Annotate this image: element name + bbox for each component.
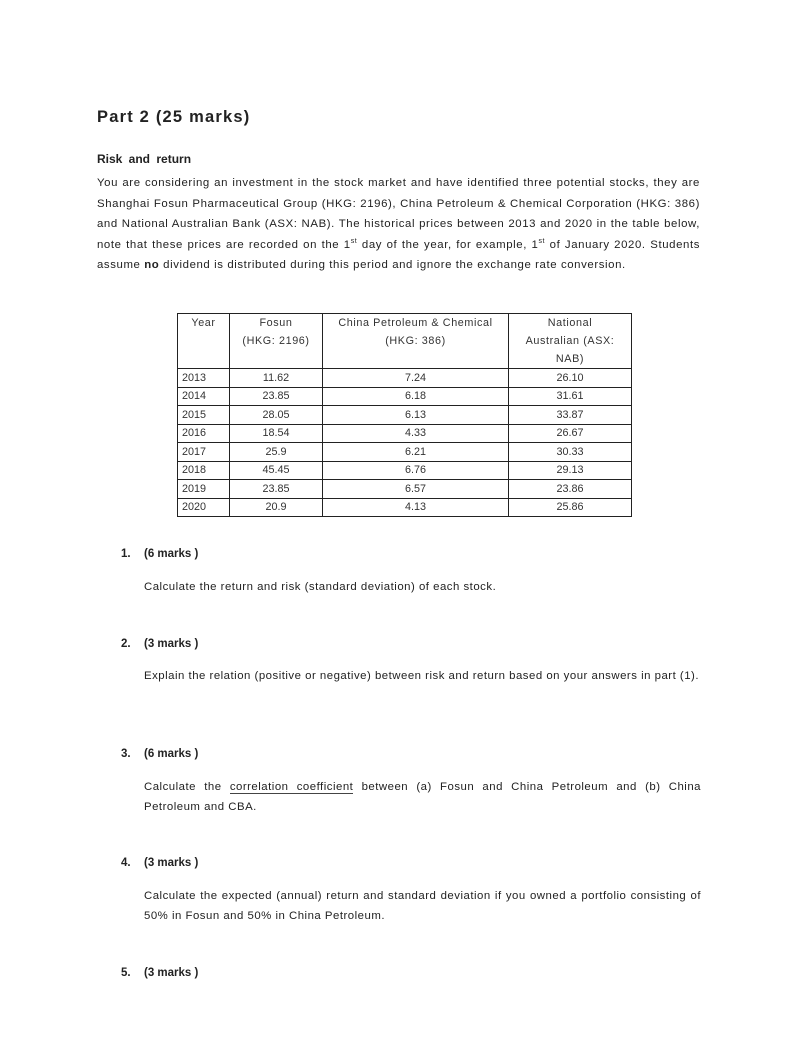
cell-fosun: 25.9 xyxy=(230,443,323,462)
header-line: (HKG: 386) xyxy=(385,335,446,347)
cell-year: 2013 xyxy=(178,369,230,388)
table-row xyxy=(178,369,632,388)
question-1 xyxy=(121,548,701,597)
question-number: 5. xyxy=(121,967,131,979)
cell-fosun: 11.62 xyxy=(230,369,323,388)
cell-fosun: 18.54 xyxy=(230,424,323,443)
cell-fosun: 23.85 xyxy=(230,387,323,406)
question-header xyxy=(121,638,701,656)
cell-china-petroleum: 4.13 xyxy=(323,498,509,517)
cell-china-petroleum: 6.57 xyxy=(323,480,509,499)
intro-paragraph xyxy=(97,173,700,276)
cell-fosun: 20.9 xyxy=(230,498,323,517)
header-line: China Petroleum & Chemical xyxy=(338,317,493,329)
header-line: Year xyxy=(191,317,216,329)
question-2 xyxy=(121,638,701,686)
cell-nab: 26.10 xyxy=(509,369,632,388)
cell-year: 2019 xyxy=(178,480,230,499)
table-row xyxy=(178,387,632,406)
header-line: Australian (ASX: xyxy=(525,335,615,347)
question-marks: (3 marks ) xyxy=(144,638,199,650)
cell-china-petroleum: 6.76 xyxy=(323,461,509,480)
question-4 xyxy=(121,857,701,926)
question-text: Calculate the return and risk (standard deviation) of each stock. xyxy=(144,581,497,593)
question-text: Explain the relation (positive or negative) between risk and return based on your answers in part (1). xyxy=(144,670,699,682)
part-heading: Part 2 (25 marks) xyxy=(97,108,251,126)
cell-fosun: 45.45 xyxy=(230,461,323,480)
cell-year: 2016 xyxy=(178,424,230,443)
intro-text-2: day of the year, for example, 1 xyxy=(357,238,539,251)
header-year xyxy=(178,314,230,369)
header-fosun xyxy=(230,314,323,369)
cell-china-petroleum: 6.18 xyxy=(323,387,509,406)
cell-year: 2014 xyxy=(178,387,230,406)
cell-china-petroleum: 6.21 xyxy=(323,443,509,462)
question-5 xyxy=(121,967,701,985)
header-line: Fosun xyxy=(259,317,293,329)
question-marks: (3 marks ) xyxy=(144,857,199,869)
question-number: 4. xyxy=(121,857,131,869)
cell-nab: 33.87 xyxy=(509,406,632,425)
question-header xyxy=(121,967,701,985)
cell-nab: 31.61 xyxy=(509,387,632,406)
question-number: 1. xyxy=(121,548,131,560)
table-row xyxy=(178,424,632,443)
question-text-part: between (a) Fosun and China Petroleum and (b) China Petroleum and CBA. xyxy=(144,781,702,813)
cell-china-petroleum: 4.33 xyxy=(323,424,509,443)
header-china-petroleum xyxy=(323,314,509,369)
question-text-part: Calculate the xyxy=(144,781,230,793)
underlined-term: correlation coefficient xyxy=(229,781,354,793)
table-row xyxy=(178,443,632,462)
question-number: 2. xyxy=(121,638,131,650)
price-table xyxy=(177,313,632,517)
intro-text-1: You are considering an investment in the stock market and have identified three potential stocks, they are Shanghai Fosun Pharmaceutical Group (HKG: 2196), China Petroleum & Chemical Corporation (HKG: 386) and National Australian Bank (ASX: NAB). The historical prices between 2013 and 2020 in the table below, note that these prices are recorded on the 1 xyxy=(97,177,700,251)
cell-fosun: 23.85 xyxy=(230,480,323,499)
section-subheading: Risk and return xyxy=(97,152,192,166)
cell-fosun: 28.05 xyxy=(230,406,323,425)
cell-year: 2020 xyxy=(178,498,230,517)
cell-nab: 26.67 xyxy=(509,424,632,443)
question-header xyxy=(121,548,701,566)
cell-year: 2017 xyxy=(178,443,230,462)
question-number: 3. xyxy=(121,748,131,760)
question-marks: (6 marks ) xyxy=(144,748,199,760)
table-header-row xyxy=(178,314,632,369)
question-marks: (3 marks ) xyxy=(144,967,199,979)
cell-nab: 25.86 xyxy=(509,498,632,517)
table-row xyxy=(178,461,632,480)
header-line: NAB) xyxy=(555,353,585,365)
header-nab xyxy=(509,314,632,369)
table-row xyxy=(178,480,632,499)
question-text xyxy=(144,777,701,817)
question-marks: (6 marks ) xyxy=(144,548,199,560)
cell-china-petroleum: 7.24 xyxy=(323,369,509,388)
cell-nab: 30.33 xyxy=(509,443,632,462)
intro-text-3: of January 2020. Students assume xyxy=(97,238,701,272)
cell-china-petroleum: 6.13 xyxy=(323,406,509,425)
header-line: National xyxy=(547,317,593,329)
question-header xyxy=(121,857,701,875)
cell-nab: 23.86 xyxy=(509,480,632,499)
intro-bold-no: no xyxy=(144,259,160,272)
intro-sup-1: st xyxy=(350,237,358,245)
cell-year: 2018 xyxy=(178,461,230,480)
table-row xyxy=(178,406,632,425)
question-header xyxy=(121,748,701,766)
question-text: Calculate the expected (annual) return and standard deviation if you owned a portfolio consisting of 50% in Fosun and 50% in China Petroleum. xyxy=(144,890,701,922)
cell-nab: 29.13 xyxy=(509,461,632,480)
header-line: (HKG: 2196) xyxy=(242,335,310,347)
table-row xyxy=(178,498,632,517)
question-3 xyxy=(121,748,701,817)
cell-year: 2015 xyxy=(178,406,230,425)
intro-sup-2: st xyxy=(538,237,546,245)
intro-text-4: dividend is distributed during this period and ignore the exchange rate conversion. xyxy=(159,259,626,272)
